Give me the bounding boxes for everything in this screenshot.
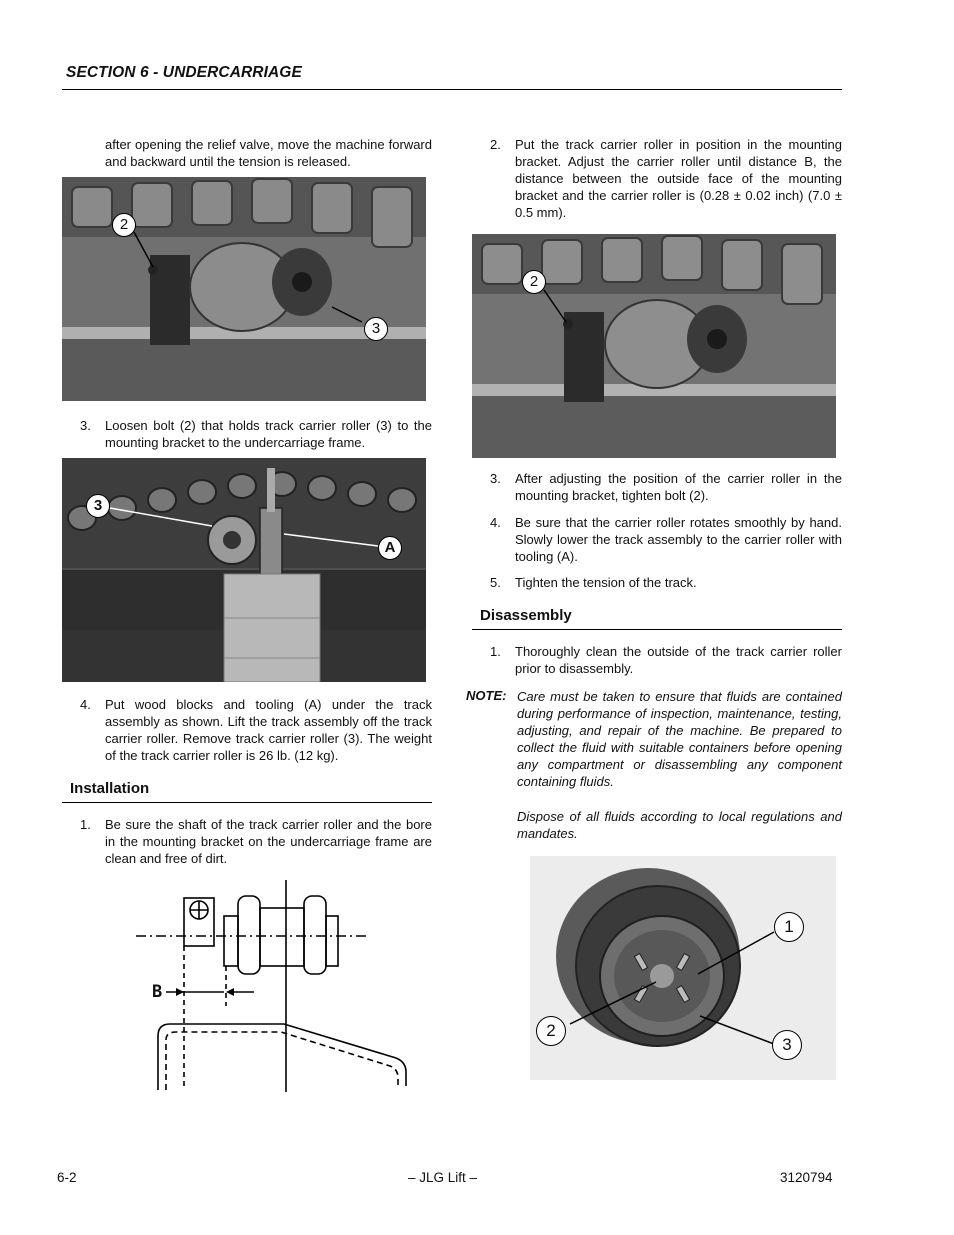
step-number: 4. <box>490 515 501 530</box>
callout-part-3: 3 <box>772 1030 802 1060</box>
step-text: Be sure that the carrier roller rotates smoothly by hand. Slowly lower the track assembly to the carrier roller with tooling (A). <box>515 515 842 564</box>
figure-roller-removal-photo <box>62 177 426 401</box>
step-number: 2. <box>490 137 501 152</box>
step-text: Thoroughly clean the outside of the track carrier roller prior to disassembly. <box>515 644 842 676</box>
callout-bolt-2: 2 <box>522 270 546 294</box>
step-text: Loosen bolt (2) that holds track carrier roller (3) to the mounting bracket to the undercarriage frame. <box>105 418 432 450</box>
step-number: 4. <box>80 697 91 712</box>
figure-distance-b-diagram <box>66 876 424 1096</box>
section-title: SECTION 6 - UNDERCARRIAGE <box>66 64 302 81</box>
note-label: NOTE: <box>466 688 507 703</box>
callout-part-1: 1 <box>774 912 804 942</box>
callout-part-2: 2 <box>536 1016 566 1046</box>
footer-center: – JLG Lift – <box>408 1170 478 1185</box>
callout-bolt-2: 2 <box>112 213 136 237</box>
figure-roller-install-photo <box>472 234 836 458</box>
figure-roller-end-photo <box>530 856 836 1080</box>
step-number: 3. <box>490 471 501 486</box>
figure-track-lift-photo <box>62 458 426 682</box>
step-text: After adjusting the position of the carrier roller in the mounting bracket, tighten bolt (2). <box>515 471 842 503</box>
step-text: Tighten the tension of the track. <box>515 575 697 590</box>
callout-roller-3: 3 <box>86 494 110 518</box>
callout-tooling-a: A <box>378 536 402 560</box>
step-text: Put wood blocks and tooling (A) under the track assembly as shown. Lift the track assembly off the track carrier roller. Remove track carrier roller (3). The weight of the track carrier roller is 26 lb. (12 kg). <box>105 697 432 763</box>
note-text-disposal: Dispose of all fluids according to local regulations and mandates. <box>517 809 842 841</box>
step-number: 3. <box>80 418 91 433</box>
page-number: 6-2 <box>57 1170 77 1185</box>
step-number: 1. <box>490 644 501 659</box>
step-number: 5. <box>490 575 501 590</box>
header-divider <box>62 89 842 90</box>
callout-roller-3: 3 <box>364 317 388 341</box>
installation-divider <box>62 802 432 803</box>
note-text: Care must be taken to ensure that fluids are contained during performance of inspection, maintenance, testing, adjusting, and repair of the machine. Be prepared to collect the fluid with suitable containers before opening any compartment or disassembling any component containing fluids. <box>517 689 842 789</box>
step-text: Be sure the shaft of the track carrier roller and the bore in the mounting bracket on the undercarriage frame are clean and free of dirt. <box>105 817 432 866</box>
installation-heading: Installation <box>70 780 150 797</box>
step-number: 1. <box>80 817 91 832</box>
intro-text: after opening the relief valve, move the machine forward and backward until the tension is released. <box>105 137 432 169</box>
document-number: 3120794 <box>780 1170 833 1185</box>
disassembly-divider <box>472 629 842 630</box>
callout-distance-b: B <box>152 982 163 1002</box>
disassembly-heading: Disassembly <box>480 607 572 624</box>
step-text: Put the track carrier roller in position in the mounting bracket. Adjust the carrier roller until distance B, the distance between the outside face of the mounting bracket and the carrier roller is (0.28 ± 0.02 inch) (7.0 ± 0.5 mm). <box>515 137 842 220</box>
